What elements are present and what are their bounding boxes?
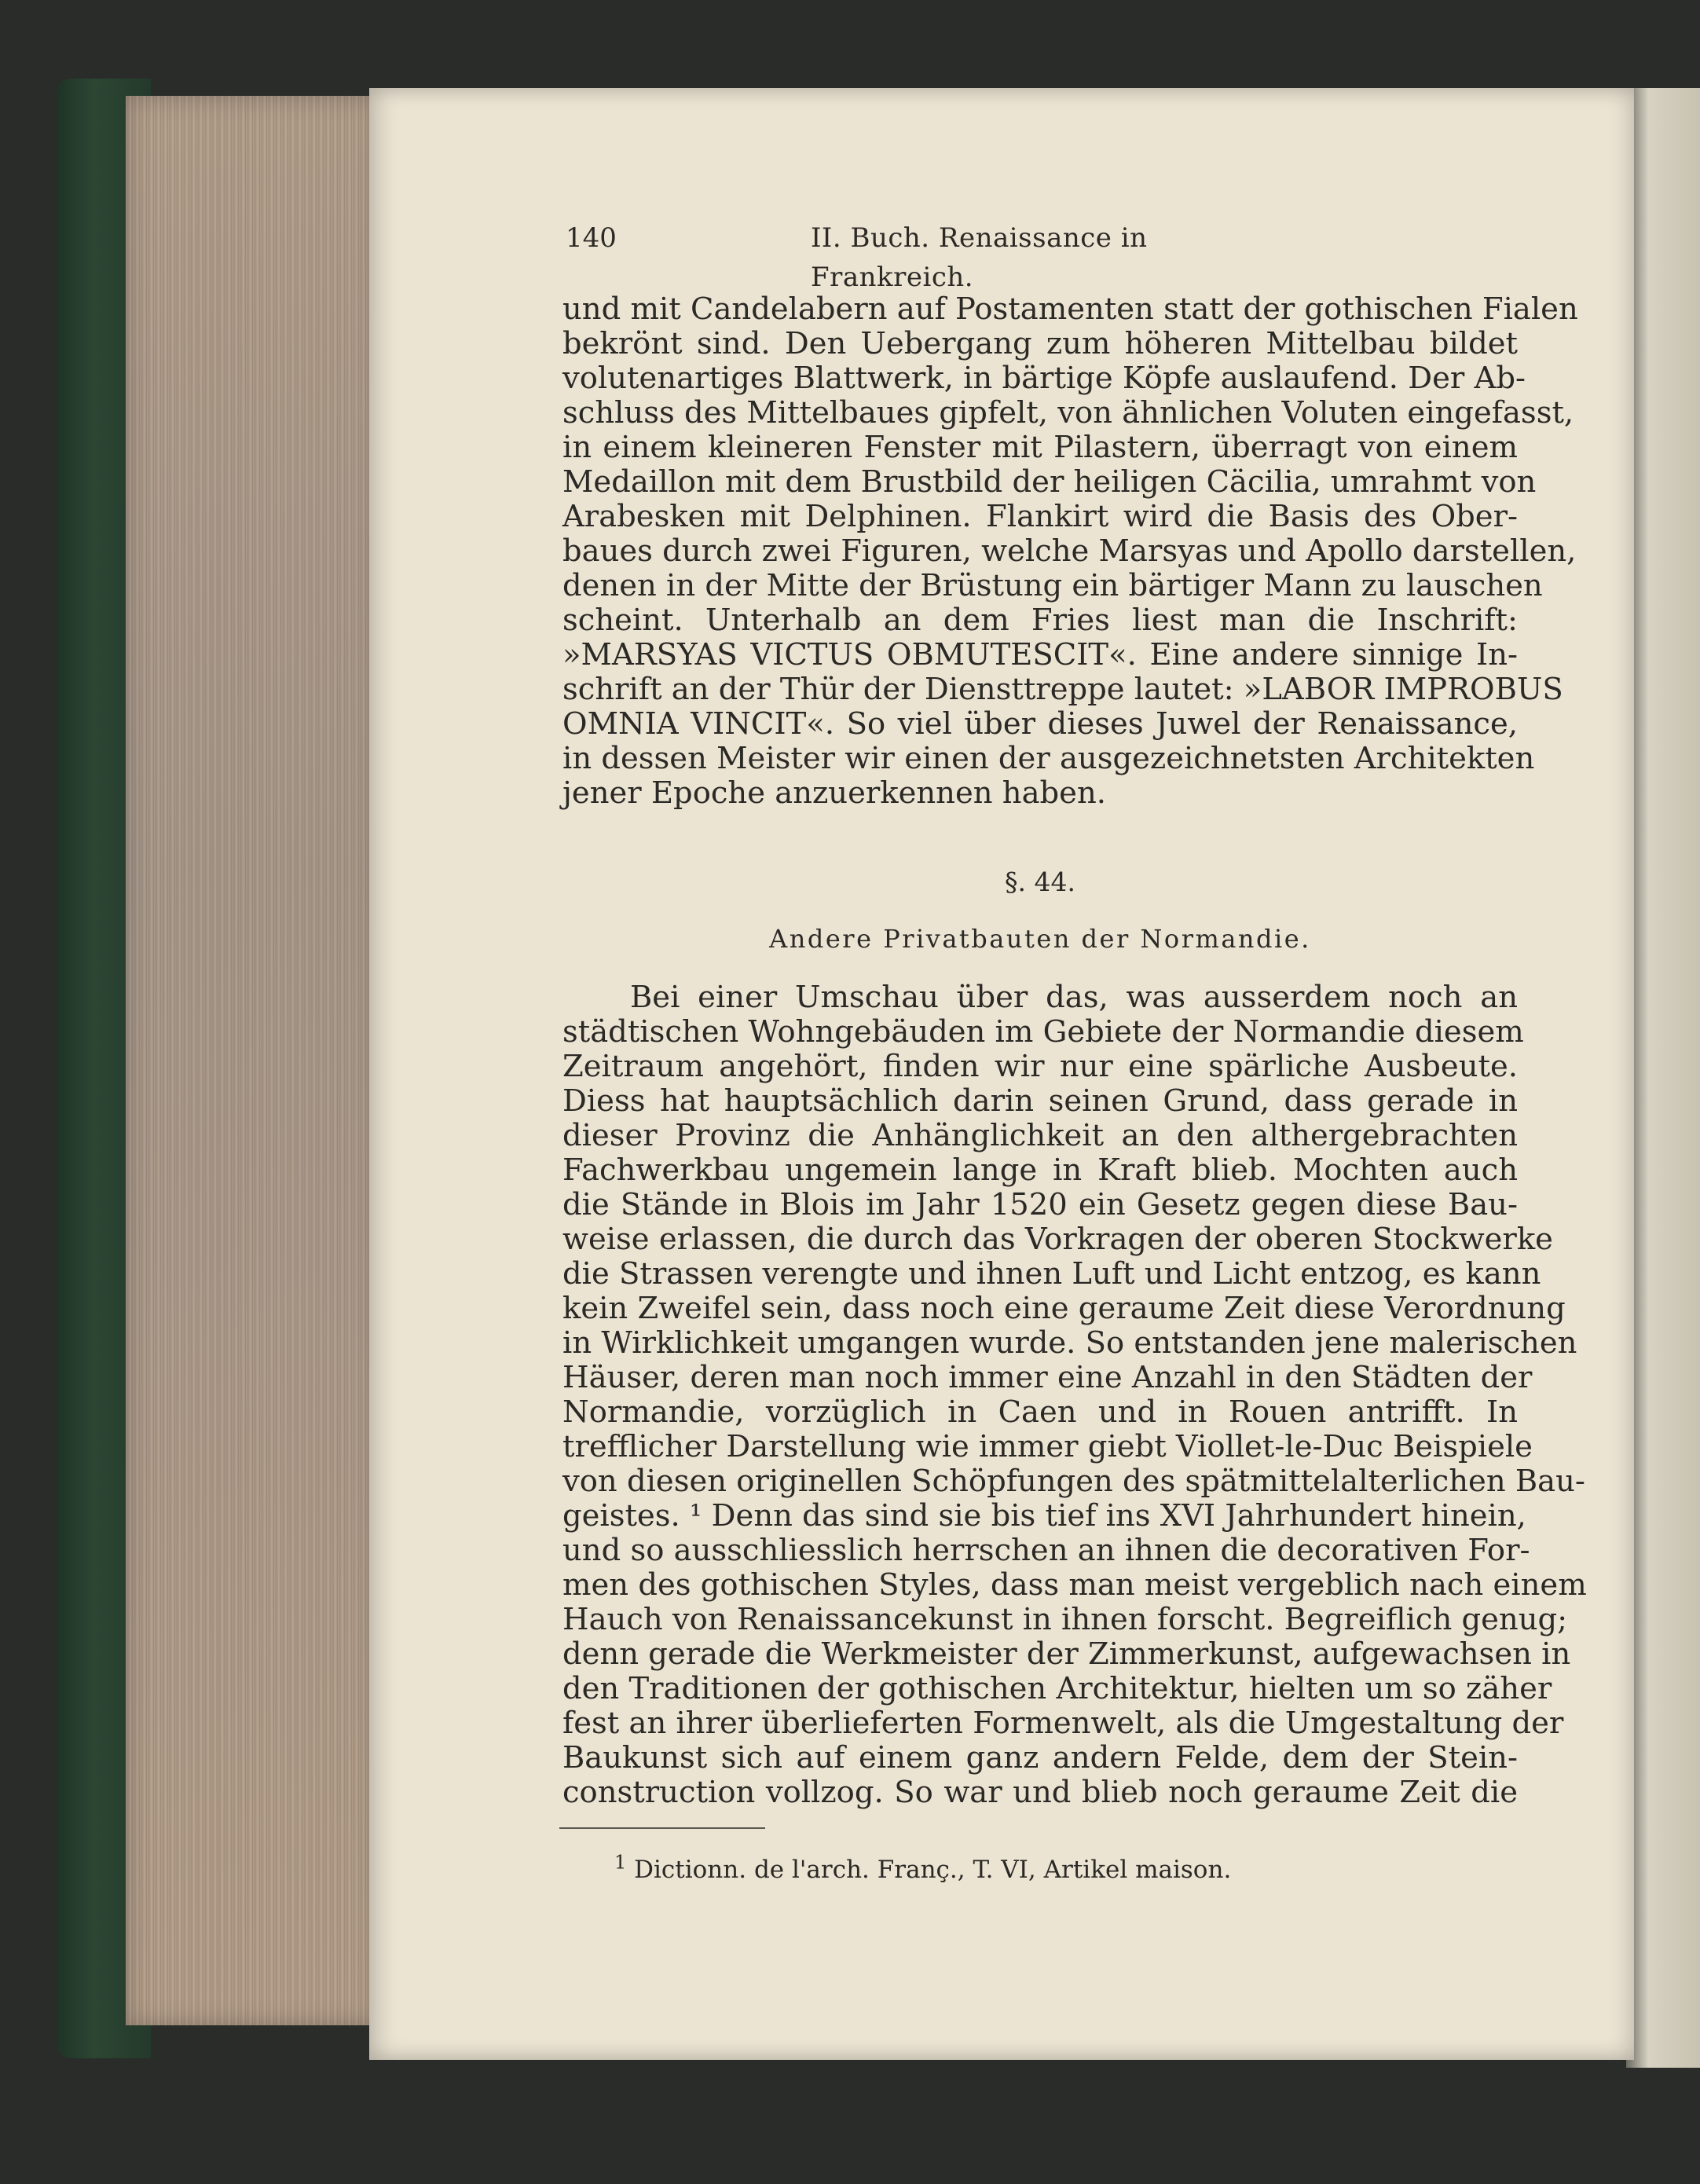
text-line: Häuser, deren man noch immer eine Anzahl in den Städten der [562, 1360, 1533, 1395]
text-line: Diess hat hauptsächlich darin seinen Grund, dass gerade in [562, 1083, 1518, 1119]
text-line: Baukunst sich auf einem ganz andern Felde, dem der Stein- [562, 1740, 1518, 1775]
text-line: in Wirklichkeit umgangen wurde. So entstanden jene malerischen [562, 1325, 1577, 1361]
text-line: dieser Provinz die Anhänglichkeit an den althergebrachten [562, 1118, 1518, 1153]
text-line: in einem kleineren Fenster mit Pilastern, überragt von einem [562, 430, 1518, 465]
text-line: weise erlassen, die durch das Vorkragen der oberen Stockwerke [562, 1222, 1553, 1257]
text-line: fest an ihrer überlieferten Formenwelt, als die Umgestaltung der [562, 1706, 1564, 1741]
text-line: Medaillon mit dem Brustbild der heiligen Cäcilia, umrahmt von [562, 464, 1537, 500]
text-line: von diesen originellen Schöpfungen des spätmittelalterlichen Bau- [562, 1464, 1585, 1499]
text-line: Hauch von Renaissancekunst in ihnen forscht. Begreiflich genug; [562, 1602, 1568, 1637]
text-line: die Strassen verengte und ihnen Luft und Licht entzog, es kann [562, 1256, 1541, 1292]
running-header [566, 218, 1288, 293]
text-line: schrift an der Thür der Diensttreppe lautet: »LABOR IMPROBUS [562, 672, 1563, 707]
text-line: jener Epoche anzuerkennen haben. [562, 775, 1107, 811]
text-line: und so ausschliesslich herrschen an ihnen die decorativen For- [562, 1533, 1530, 1568]
page-number: 140 [566, 222, 617, 254]
text-line: scheint. Unterhalb an dem Fries liest man die Inschrift: [562, 603, 1518, 638]
text-line: Fachwerkbau ungemein lange in Kraft blieb. Mochten auch [562, 1152, 1518, 1188]
text-line: in dessen Meister wir einen der ausgezeichnetsten Architekten [562, 741, 1535, 776]
text-line: Zeitraum angehört, finden wir nur eine spärliche Ausbeute. [562, 1049, 1518, 1084]
text-line: Normandie, vorzüglich in Caen und in Rouen antrifft. In [562, 1394, 1518, 1430]
text-line: men des gothischen Styles, dass man meist vergeblich nach einem [562, 1567, 1587, 1603]
text-line: volutenartiges Blattwerk, in bärtige Köpfe auslaufend. Der Ab- [562, 361, 1526, 396]
text-line: die Stände in Blois im Jahr 1520 ein Gesetz gegen diese Bau- [562, 1187, 1518, 1222]
footnote-text: Dictionn. de l'arch. Franç., T. VI, Artikel maison. [634, 1856, 1232, 1884]
facing-page-edge [1626, 88, 1700, 2068]
text-line: bekrönt sind. Den Uebergang zum höheren Mittelbau bildet [562, 326, 1518, 361]
text-line: trefflicher Darstellung wie immer giebt Viollet-le-Duc Beispiele [562, 1429, 1533, 1464]
text-line: Arabesken mit Delphinen. Flankirt wird die Basis des Ober- [562, 499, 1518, 534]
text-line: den Traditionen der gothischen Architektur, hielten um so zäher [562, 1671, 1552, 1706]
text-line: städtischen Wohngebäuden im Gebiete der Normandie diesem [562, 1014, 1524, 1050]
footnote-marker: 1 [614, 1851, 627, 1874]
text-line: baues durch zwei Figuren, welche Marsyas und Apollo darstellen, [562, 533, 1577, 569]
text-line: »MARSYAS VICTUS OBMUTESCIT«. Eine andere sinnige In- [562, 637, 1518, 672]
running-title: II. Buch. Renaissance in Frankreich. [811, 222, 1148, 293]
text-line: denen in der Mitte der Brüstung ein bärtiger Mann zu lauschen [562, 568, 1543, 603]
text-line: Bei einer Umschau über das, was ausserdem noch an [630, 980, 1518, 1015]
section-title: Andere Privatbauten der Normandie. [769, 924, 1311, 954]
text-line: denn gerade die Werkmeister der Zimmerkunst, aufgewachsen in [562, 1636, 1571, 1672]
text-line: geistes. ¹ Denn das sind sie bis tief ins XVI Jahrhundert hinein, [562, 1498, 1526, 1534]
text-line: OMNIA VINCIT«. So viel über dieses Juwel der Renaissance, [562, 706, 1518, 742]
text-line: kein Zweifel sein, dass noch eine geraume Zeit diese Verordnung [562, 1291, 1566, 1326]
footnote-rule [559, 1827, 765, 1829]
section-number: §. 44. [1005, 867, 1075, 897]
text-line: schluss des Mittelbaues gipfelt, von ähnlichen Voluten eingefasst, [562, 395, 1574, 431]
page-block-edges [126, 96, 377, 2025]
footnote [614, 1852, 1478, 1887]
text-line: construction vollzog. So war und blieb noch geraume Zeit die [562, 1775, 1518, 1810]
text-line: und mit Candelabern auf Postamenten statt der gothischen Fialen [562, 291, 1578, 327]
